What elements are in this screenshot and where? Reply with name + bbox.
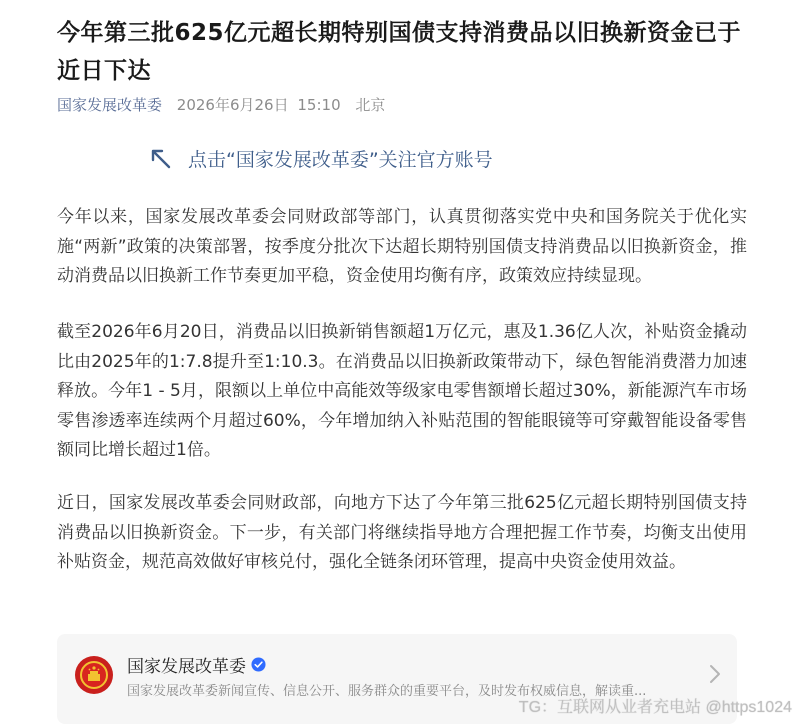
follow-account-text: 点击“国家发展改革委”关注官方账号 bbox=[188, 149, 493, 171]
account-name bbox=[127, 652, 266, 677]
article-meta bbox=[57, 94, 385, 115]
paragraph-3: 近日，国家发展改革委会同财政部，向地方下达了今年第三批625亿元超长期特别国债支持消费品以旧换新资金。下一步，有关部门将继续指导地方合理把握工作节奏，均衡支出使用补贴资金，规范高效做好审核兑付，强化全链条闭环管理，提高中央资金使用效益。 bbox=[57, 493, 747, 572]
article-title: 今年第三批625亿元超长期特别国债支持消费品以旧换新资金已于近日下达 bbox=[57, 20, 742, 84]
paragraph-1: 今年以来，国家发展改革委会同财政部等部门，认真贯彻落实党中央和国务院关于优化实施“两新”政策的决策部署，按季度分批次下达超长期特别国债支持消费品以旧换新资金，推动消费品以旧换新工作节奏更加平稳，资金使用均衡有序，政策效应持续显现。 bbox=[57, 207, 747, 286]
account-name-text: 国家发展改革委 bbox=[127, 657, 246, 677]
verified-badge-icon bbox=[251, 657, 266, 672]
arrow-up-left-icon bbox=[150, 148, 172, 170]
watermark-text: TG：互联网从业者充电站 @https1024 bbox=[518, 699, 792, 716]
article-source-link[interactable]: 国家发展改革委 bbox=[57, 96, 163, 114]
chevron-right-icon[interactable] bbox=[709, 664, 721, 684]
article-time: 15:10 bbox=[297, 96, 341, 114]
article-location: 北京 bbox=[355, 96, 386, 114]
national-emblem-icon bbox=[75, 656, 113, 694]
paragraph-2: 截至2026年6月20日，消费品以旧换新销售额超1万亿元，惠及1.36亿人次，补贴资金撬动比由2025年的1:7.8提升至1:10.3。在消费品以旧换新政策带动下，绿色智能消费潜力加速释放。今年1 - 5月，限额以上单位中高能效等级家电零售额增长超过30%，新能源汽车市场零售渗透率连续两个月超过60%，今年增加纳入补贴范围的智能眼镜等可穿戴智能设备零售额同比增长超过1倍。 bbox=[57, 322, 747, 460]
article-date: 2026年6月26日 bbox=[176, 96, 289, 114]
account-description: 国家发展改革委新闻宣传、信息公开、服务群众的重要平台，及时发布权威信息，解读重... bbox=[127, 684, 647, 699]
follow-account-link[interactable] bbox=[150, 145, 493, 172]
